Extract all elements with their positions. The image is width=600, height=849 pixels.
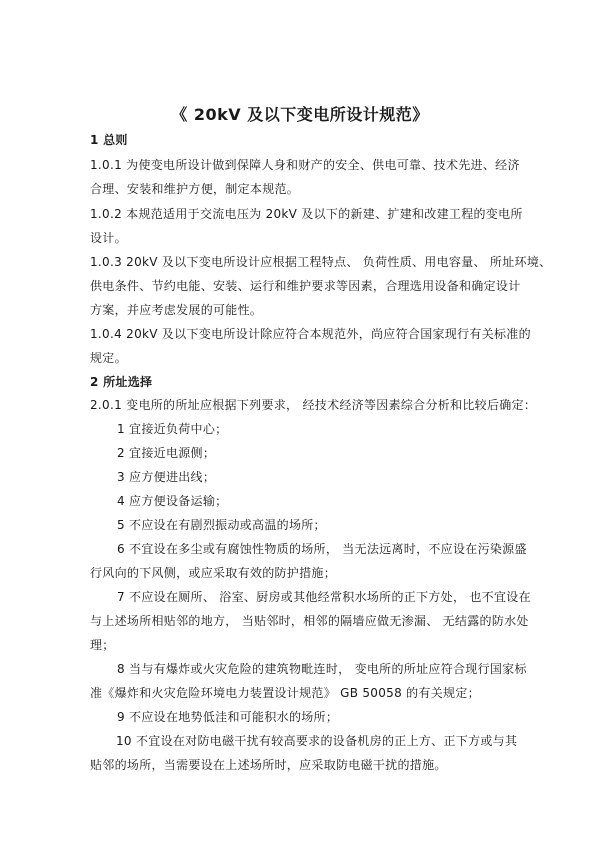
- clause-2-0-1: 2.0.1 变电所的所址应根据下列要求， 经技术经济等因素综合分析和比较后确定：: [90, 398, 537, 412]
- list-item-6-line-1: 6 不宜设在多尘或有腐蚀性物质的场所， 当无法远离时，不应设在污染源盛: [117, 542, 527, 556]
- list-item-10-line-1: 10 不宜设在对防电磁干扰有较高要求的设备机房的正上方、正下方或与其: [116, 734, 518, 748]
- clause-1-0-1-line-2: 合理、安装和维护方便，制定本规范。: [90, 182, 300, 196]
- clause-1-0-4-line-2: 规定。: [90, 351, 127, 365]
- list-item-10-line-2: 贴邻的场所，当需要设在上述场所时，应采取防电磁干扰的措施。: [90, 758, 447, 772]
- list-item-4: 4 应方便设备运输；: [117, 494, 228, 508]
- clause-1-0-4-line-1: 1.0.4 20kV 及以下变电所设计除应符合本规范外，尚应符合国家现行有关标准的: [90, 327, 531, 341]
- clause-1-0-3-line-1: 1.0.3 20kV 及以下变电所设计应根据工程特点、 负荷性质、用电容量、 所址环境、: [90, 255, 552, 269]
- section-1-heading: 1 总则: [90, 133, 128, 147]
- clause-1-0-2-line-2: 设计。: [90, 231, 127, 245]
- clause-1-0-3-line-2: 供电条件、节约电能、安装、运行和维护要求等因素，合理选用设备和确定设计: [90, 279, 521, 293]
- list-item-7-line-1: 7 不应设在厕所、 浴室、厨房或其他经常积水场所的正下方处， 也不宜设在: [117, 590, 531, 604]
- list-item-2: 2 宜接近电源侧；: [117, 446, 216, 460]
- list-item-7-line-2: 与上述场所相贴邻的地方， 当贴邻时，相邻的隔墙应做无渗漏、 无结露的防水处: [90, 614, 529, 628]
- document-title: 《 20kV 及以下变电所设计规范》: [171, 105, 429, 124]
- section-2-heading: 2 所址选择: [90, 375, 153, 389]
- list-item-5: 5 不应设在有剧烈振动或高温的场所；: [117, 518, 326, 532]
- list-item-9: 9 不应设在地势低洼和可能积水的场所；: [117, 710, 339, 724]
- list-item-1: 1 宜接近负荷中心；: [117, 422, 228, 436]
- list-item-6-line-2: 行风向的下风侧，或应采取有效的防护措施；: [90, 566, 337, 580]
- list-item-8-line-1: 8 当与有爆炸或火灾危险的建筑物毗连时， 变电所的所址应符合现行国家标: [117, 662, 527, 676]
- list-item-3: 3 应方便进出线；: [117, 470, 216, 484]
- clause-1-0-1-line-1: 1.0.1 为使变电所设计做到保障人身和财产的安全、供电可靠、技术先进、经济: [90, 158, 520, 172]
- clause-1-0-3-line-3: 方案，并应考虑发展的可能性。: [90, 303, 263, 317]
- clause-1-0-2-line-1: 1.0.2 本规范适用于交流电压为 20kV 及以下的新建、扩建和改建工程的变电所: [90, 207, 523, 221]
- list-item-7-line-3: 理；: [90, 638, 115, 652]
- list-item-8-line-2: 准《爆炸和火灾危险环境电力装置设计规范》 GB 50058 的有关规定；: [90, 686, 480, 700]
